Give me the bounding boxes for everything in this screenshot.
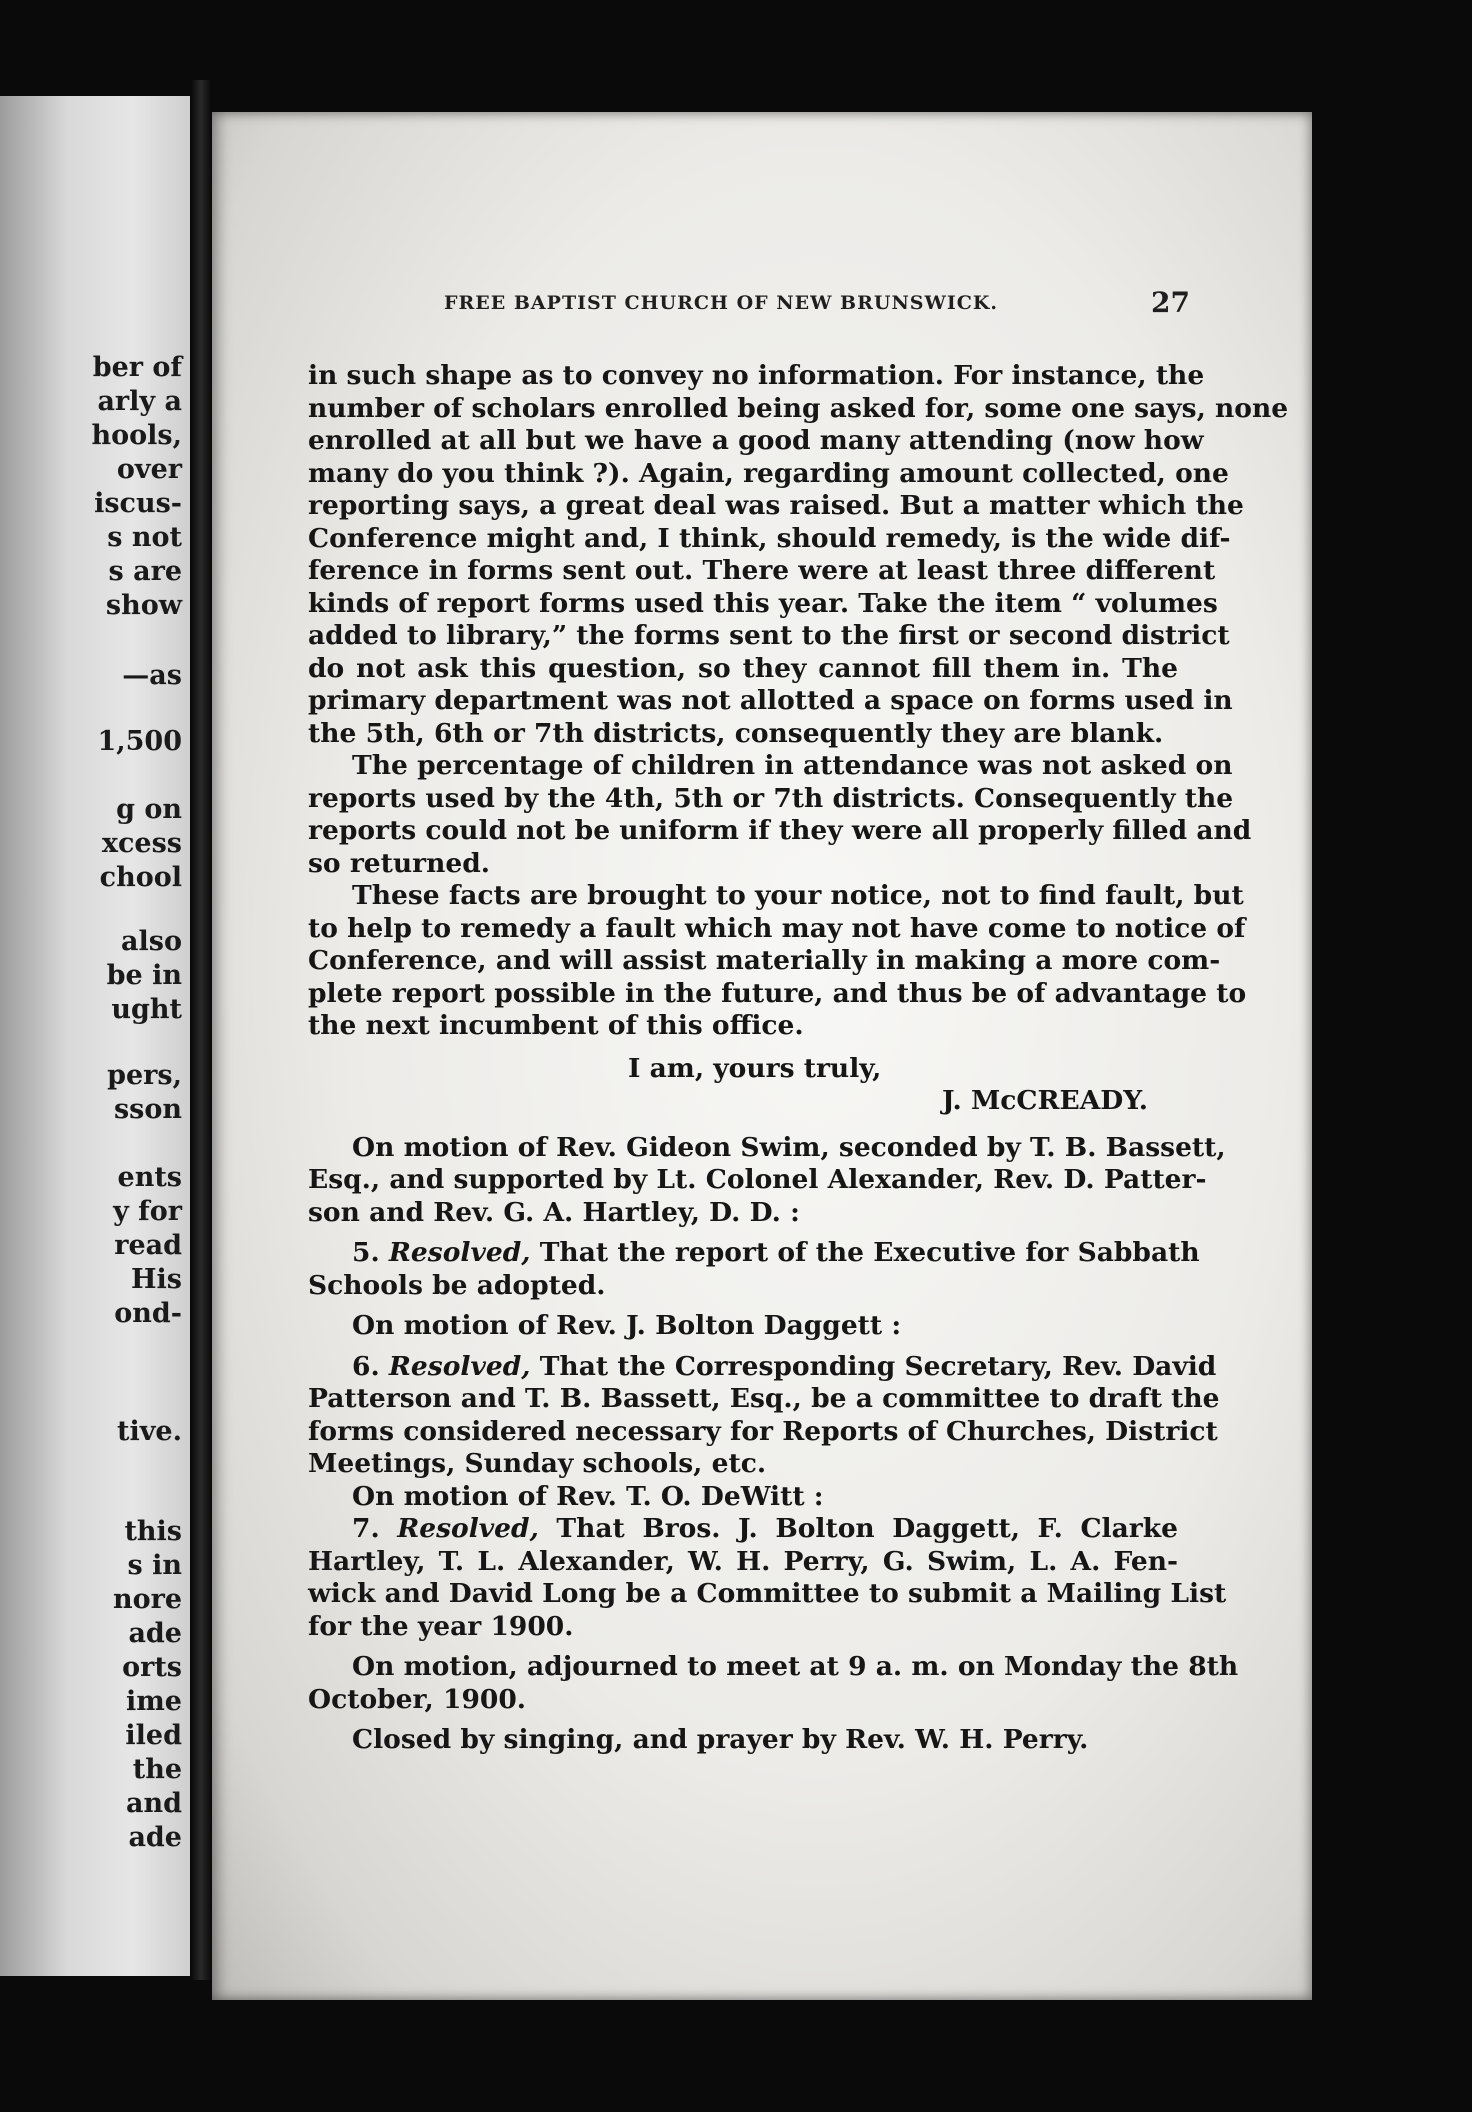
left-page-fragment: tive. — [117, 1416, 182, 1447]
left-page-fragment: be in — [106, 960, 182, 991]
left-page-fragment: ime — [125, 1686, 182, 1717]
text-line: wick and David Long be a Committee to submit a Mailing List — [308, 1578, 1227, 1609]
left-page-fragment: iled — [125, 1720, 182, 1751]
left-page-fragment: y for — [113, 1196, 182, 1227]
left-page-fragment: xcess — [101, 828, 182, 859]
resolution-7 — [308, 1513, 1227, 1643]
text-line: the next incumbent of this office. — [308, 1010, 804, 1041]
left-page-fragment: His — [131, 1264, 182, 1295]
left-page-fragment: also — [121, 926, 182, 957]
left-page-fragment: nore — [112, 1584, 182, 1615]
text-line: to help to remedy a fault which may not have come to notice of — [308, 912, 1246, 944]
text-line: in such shape as to convey no information. For instance, the — [308, 360, 1205, 391]
resolved-word: Resolved, — [388, 1237, 531, 1268]
left-page-fragment: arly a — [97, 386, 182, 417]
text-line: October, 1900. — [308, 1683, 526, 1715]
resolution-text: That the report of the Executive for Sabbath — [539, 1237, 1200, 1268]
adjournment — [308, 1651, 1239, 1716]
text-line: added to library,” the forms sent to the first or second district — [308, 620, 1230, 651]
resolution-text: That the Corresponding Secretary, Rev. David — [539, 1350, 1217, 1382]
closing-statement: Closed by singing, and prayer by Rev. W. H. Perry. — [352, 1724, 1089, 1755]
letter-signature: J. McCREADY. — [942, 1085, 1148, 1116]
text-line: Meetings, Sunday schools, etc. — [308, 1448, 767, 1479]
motion-dewitt: On motion of Rev. T. O. DeWitt : — [352, 1480, 824, 1512]
left-page-fragment: ught — [111, 994, 182, 1025]
left-page-fragment: ents — [117, 1162, 182, 1193]
text-line — [308, 1350, 1217, 1384]
text-line: Conference, and will assist materially in making a more com- — [308, 945, 1221, 976]
text-line: kinds of report forms used this year. Take the item “ volumes — [308, 587, 1218, 619]
text-line: On motion of Rev. Gideon Swim, seconded by T. B. Bassett, — [352, 1131, 1226, 1163]
text-line: the 5th, 6th or 7th districts, consequently they are blank. — [308, 717, 1164, 749]
text-line: reporting says, a great deal was raised. But a matter which the — [308, 490, 1244, 521]
resolution-6 — [308, 1350, 1220, 1481]
resolution-text: That Bros. J. Bolton Daggett, F. Clarke — [556, 1513, 1178, 1544]
text-line: On motion, adjourned to meet at 9 a. m. on Monday the 8th — [352, 1651, 1239, 1682]
text-line — [308, 1237, 1200, 1270]
text-line: These facts are brought to your notice, not to find fault, but — [352, 880, 1244, 911]
text-line: Conference might and, I think, should remedy, is the wide dif- — [308, 522, 1231, 554]
page-number: 27 — [1151, 286, 1190, 319]
left-page-fragment: over — [116, 454, 182, 485]
book-gutter — [190, 80, 212, 1980]
left-page-fragment: sson — [113, 1094, 182, 1125]
resolution-number: 7. — [352, 1513, 380, 1544]
left-facing-page — [0, 96, 190, 1976]
text-line: for the year 1900. — [308, 1610, 574, 1642]
left-page-fragment: chool — [99, 862, 182, 893]
resolution-number: 5. — [352, 1237, 380, 1268]
text-line: reports could not be uniform if they were all properly filled and — [308, 815, 1252, 846]
resolved-word: Resolved, — [388, 1350, 531, 1382]
text-line: Esq., and supported by Lt. Colonel Alexander, Rev. D. Patter- — [308, 1164, 1207, 1195]
left-page-fragment: ade — [128, 1822, 182, 1853]
text-line: forms considered necessary for Reports of Churches, District — [308, 1415, 1218, 1447]
left-page-fragment: this — [124, 1516, 182, 1547]
left-page-fragment: show — [105, 590, 182, 621]
motion-daggett: On motion of Rev. J. Bolton Daggett : — [352, 1310, 902, 1341]
left-page-fragment: —as — [122, 660, 182, 691]
left-page-fragment: iscus- — [94, 488, 182, 519]
left-page-fragment: read — [114, 1230, 182, 1261]
left-page-fragment: s in — [127, 1550, 182, 1581]
facts-paragraph — [308, 880, 1247, 1043]
letter-closing: I am, yours truly, — [628, 1052, 882, 1084]
book-page — [212, 112, 1312, 2000]
page-body — [308, 360, 1289, 1757]
text-line — [308, 1513, 1178, 1546]
text-line: plete report possible in the future, and thus be of advantage to — [308, 977, 1247, 1009]
left-page-fragment: and — [125, 1788, 182, 1819]
text-line: primary department was not allotted a space on forms used in — [308, 685, 1233, 716]
page-header — [212, 286, 1312, 326]
left-page-fragment: pers, — [107, 1060, 182, 1091]
text-line: Schools be adopted. — [308, 1269, 606, 1301]
text-line: do not ask this question, so they cannot fill them in. The — [308, 652, 1178, 684]
report-paragraph — [308, 360, 1289, 750]
left-page-fragment: 1,500 — [97, 726, 182, 757]
text-line: many do you think ?). Again, regarding amount collected, one — [308, 457, 1229, 489]
running-head: FREE BAPTIST CHURCH OF NEW BRUNSWICK. — [444, 292, 999, 314]
left-page-fragment: s not — [107, 522, 182, 553]
text-line: The percentage of children in attendance was not asked on — [352, 750, 1233, 781]
left-page-fragment: ade — [128, 1618, 182, 1649]
left-page-fragment: g on — [116, 794, 182, 825]
text-line: son and Rev. G. A. Hartley, D. D. : — [308, 1196, 800, 1228]
resolved-word: Resolved, — [397, 1513, 539, 1544]
left-page-fragment: the — [132, 1754, 182, 1785]
text-line: number of scholars enrolled being asked for, some one says, none — [308, 392, 1289, 424]
motion-swim — [308, 1131, 1226, 1230]
text-line: reports used by the 4th, 5th or 7th districts. Consequently the — [308, 782, 1234, 814]
left-page-fragment: hools, — [91, 420, 182, 451]
text-line: ference in forms sent out. There were at least three different — [308, 555, 1216, 586]
text-line: Hartley, T. L. Alexander, W. H. Perry, G. Swim, L. A. Fen- — [308, 1545, 1178, 1577]
text-line: Patterson and T. B. Bassett, Esq., be a committee to draft the — [308, 1383, 1220, 1414]
left-page-fragment: ber of — [92, 352, 182, 383]
left-page-fragment: orts — [122, 1652, 182, 1683]
resolution-5 — [308, 1237, 1200, 1302]
resolution-number: 6. — [352, 1350, 380, 1382]
text-line: enrolled at all but we have a good many attending (now how — [308, 425, 1204, 456]
percentage-paragraph — [308, 750, 1252, 880]
text-line: so returned. — [308, 847, 490, 879]
left-page-fragment: ond- — [114, 1298, 182, 1329]
left-page-fragment: s are — [108, 556, 182, 587]
